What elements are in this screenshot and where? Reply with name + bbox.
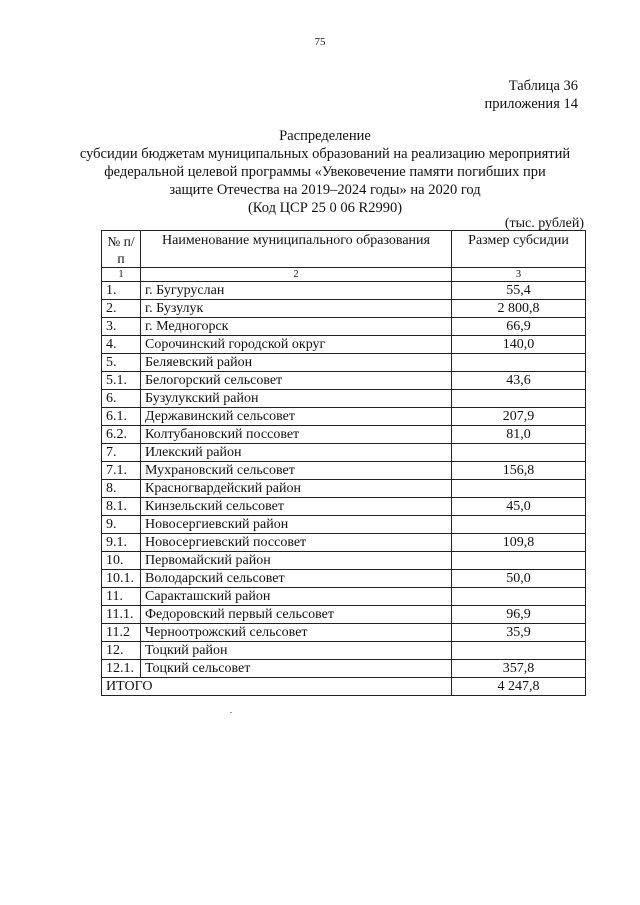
subsidy-amount: 207,9 [452, 408, 586, 426]
column-number: 3 [452, 268, 586, 282]
municipality-name: Федоровский первый сельсовет [141, 606, 452, 624]
annex-reference: приложения 14 [484, 96, 578, 112]
subsidy-amount: 50,0 [452, 570, 586, 588]
municipality-name: г. Бузулук [141, 300, 452, 318]
row-number: 8. [102, 480, 141, 498]
municipality-name: г. Бугуруслан [141, 282, 452, 300]
total-amount: 4 247,8 [452, 678, 586, 696]
table-row [102, 408, 586, 426]
municipality-name: Новосергиевский поссовет [141, 534, 452, 552]
municipality-name: Тоцкий сельсовет [141, 660, 452, 678]
subsidy-amount: 81,0 [452, 426, 586, 444]
row-number: 12.1. [102, 660, 141, 678]
subsidy-amount: 45,0 [452, 498, 586, 516]
subsidy-amount: 2 800,8 [452, 300, 586, 318]
municipality-name: Беляевский район [141, 354, 452, 372]
municipality-name: Державинский сельсовет [141, 408, 452, 426]
table-reference: Таблица 36 [508, 78, 578, 94]
row-number: 9. [102, 516, 141, 534]
column-number: 1 [102, 268, 141, 282]
table-row [102, 498, 586, 516]
subsidy-amount [452, 480, 586, 498]
row-number: 11.2 [102, 624, 141, 642]
subsidy-amount: 156,8 [452, 462, 586, 480]
row-number: 5. [102, 354, 141, 372]
subsidy-amount: 140,0 [452, 336, 586, 354]
municipality-name: Черноотрожский сельсовет [141, 624, 452, 642]
municipality-name: Кинзельский сельсовет [141, 498, 452, 516]
table-row [102, 300, 586, 318]
row-number: 7. [102, 444, 141, 462]
table-row [102, 570, 586, 588]
total-row [102, 678, 586, 696]
subsidy-amount [452, 444, 586, 462]
municipality-name: Тоцкий район [141, 642, 452, 660]
row-number: 11. [102, 588, 141, 606]
row-number: 8.1. [102, 498, 141, 516]
municipality-name: Новосергиевский район [141, 516, 452, 534]
table-row [102, 516, 586, 534]
row-number: 7.1. [102, 462, 141, 480]
table-row [102, 318, 586, 336]
subsidy-amount [452, 516, 586, 534]
subsidy-amount [452, 588, 586, 606]
subsidy-amount [452, 354, 586, 372]
municipality-name: Илекский район [141, 444, 452, 462]
scan-speck [230, 712, 232, 713]
table-row [102, 480, 586, 498]
table-row [102, 390, 586, 408]
subsidy-amount [452, 642, 586, 660]
row-number: 6. [102, 390, 141, 408]
table-row [102, 372, 586, 390]
units-label: (тыс. рублей) [504, 216, 584, 231]
row-number: 6.1. [102, 408, 141, 426]
document-heading [70, 127, 580, 217]
column-number: 2 [141, 268, 452, 282]
table-row [102, 534, 586, 552]
table-row [102, 642, 586, 660]
header-num: № п/п [102, 231, 141, 268]
row-number: 4. [102, 336, 141, 354]
table-row [102, 336, 586, 354]
subsidy-amount: 55,4 [452, 282, 586, 300]
row-number: 9.1. [102, 534, 141, 552]
subsidy-amount: 43,6 [452, 372, 586, 390]
municipality-name: г. Медногорск [141, 318, 452, 336]
municipality-name: Сорочинский городской округ [141, 336, 452, 354]
row-number: 10. [102, 552, 141, 570]
municipality-name: Первомайский район [141, 552, 452, 570]
row-number: 12. [102, 642, 141, 660]
table-row [102, 282, 586, 300]
table-row [102, 552, 586, 570]
heading-title: Распределение [279, 128, 371, 144]
subsidy-amount [452, 552, 586, 570]
subsidy-amount: 35,9 [452, 624, 586, 642]
page-number: 75 [314, 36, 326, 48]
table-row [102, 588, 586, 606]
subsidy-table [101, 230, 586, 696]
row-number: 10.1. [102, 570, 141, 588]
municipality-name: Красногвардейский район [141, 480, 452, 498]
row-number: 3. [102, 318, 141, 336]
table-row [102, 444, 586, 462]
appendix-reference [485, 77, 578, 113]
subsidy-amount: 109,8 [452, 534, 586, 552]
table-row [102, 426, 586, 444]
subsidy-amount: 66,9 [452, 318, 586, 336]
heading-line-3: защите Отечества на 2019–2024 годы» на 2020 год [169, 182, 481, 198]
header-name: Наименование муниципального образования [141, 231, 452, 268]
heading-line-2: федеральной целевой программы «Увековечение памяти погибших при [104, 164, 546, 180]
subsidy-amount: 96,9 [452, 606, 586, 624]
row-number: 6.2. [102, 426, 141, 444]
table-row [102, 624, 586, 642]
table-header-row [102, 231, 586, 268]
municipality-name: Мухрановский сельсовет [141, 462, 452, 480]
row-number: 1. [102, 282, 141, 300]
column-number-row [102, 268, 586, 282]
row-number: 11.1. [102, 606, 141, 624]
row-number: 2. [102, 300, 141, 318]
header-value: Размер субсидии [452, 231, 586, 268]
municipality-name: Белогорский сельсовет [141, 372, 452, 390]
subsidy-amount [452, 390, 586, 408]
municipality-name: Володарский сельсовет [141, 570, 452, 588]
table-row [102, 606, 586, 624]
municipality-name: Колтубановский поссовет [141, 426, 452, 444]
budget-code: (Код ЦСР 25 0 06 R2990) [247, 200, 403, 216]
municipality-name: Саракташский район [141, 588, 452, 606]
table-row [102, 660, 586, 678]
municipality-name: Бузулукский район [141, 390, 452, 408]
total-label: ИТОГО [102, 678, 452, 696]
subsidy-amount: 357,8 [452, 660, 586, 678]
table-row [102, 462, 586, 480]
table-row [102, 354, 586, 372]
row-number: 5.1. [102, 372, 141, 390]
heading-line-1: субсидии бюджетам муниципальных образований на реализацию мероприятий [79, 146, 571, 162]
